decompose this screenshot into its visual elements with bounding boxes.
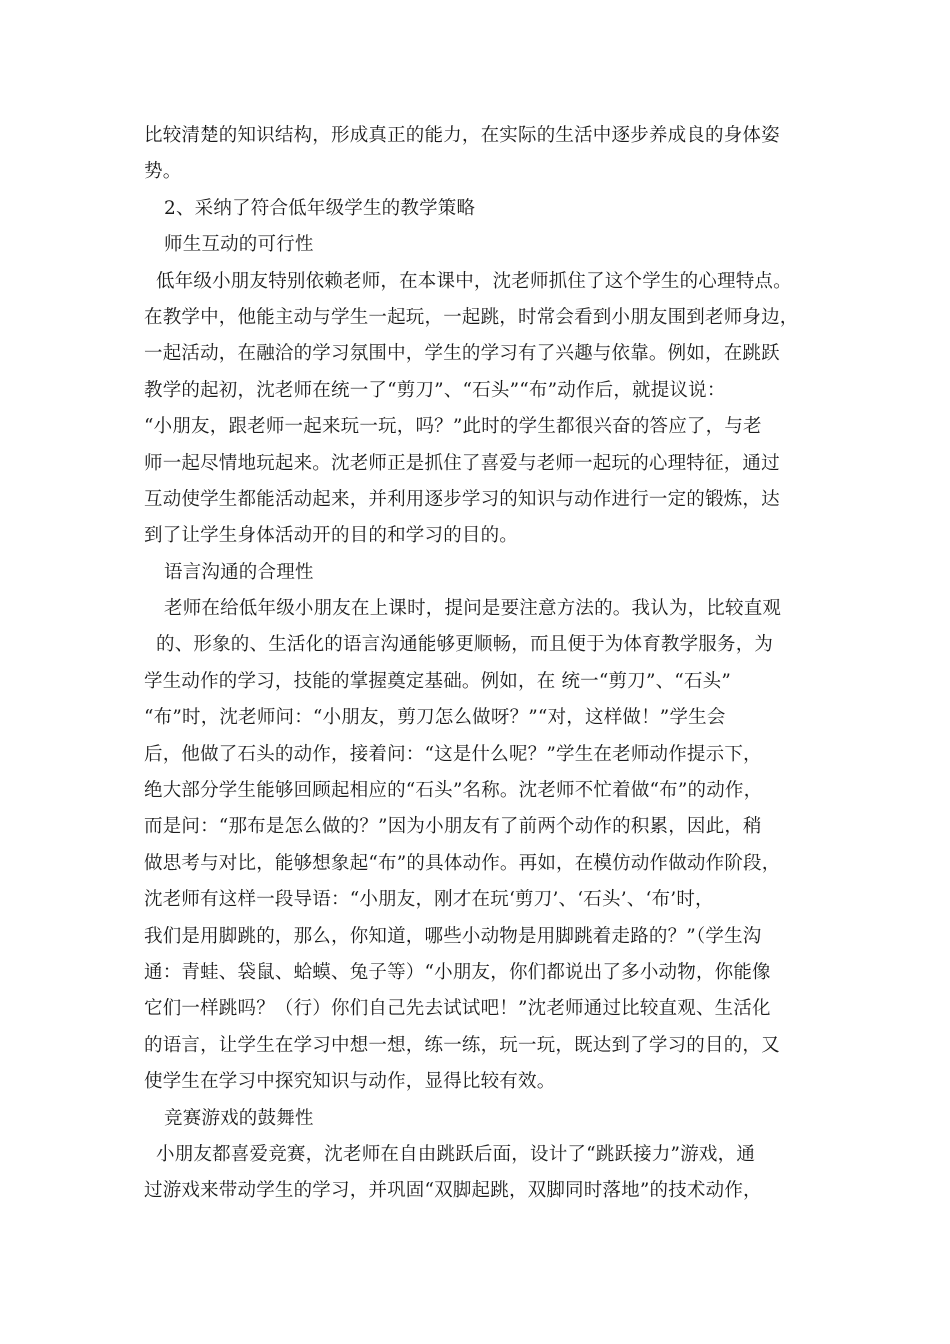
text-line: 一起活动，在融洽的学习氛围中，学生的学习有了兴趣与依靠。例如，在跳跃 [144,343,780,365]
text-line: 后，他做了石头的动作，接着问：“这是什么呢？”学生在老师动作提示下， [144,743,762,765]
text-line: 互动使学生都能活动起来，并利用逐步学习的知识与动作进行一定的锻炼，达 [144,488,780,510]
text-line: 它们一样跳吗？（行）你们自己先去试试吧！”沈老师通过比较直观、生活化 [144,998,771,1020]
text-line: 做思考与对比，能够想象起“布”的具体动作。再如，在模仿动作做动作阶段， [144,852,781,874]
text-line: 学生动作的学习，技能的掌握奠定基础。例如，在 统一“剪刀”、“石头” [144,670,732,692]
text-line: 老师在给低年级小朋友在上课时，提问是要注意方法的。我认为，比较直观 [164,598,782,620]
text-line: 我们是用脚跳的，那么，你知道，哪些小动物是用脚跳着走路的？”（学生沟 [144,925,762,947]
section-heading: 2、采纳了符合低年级学生的教学策略 [164,197,476,219]
text-line: “布”时，沈老师问：“小朋友，剪刀怎么做呀？”“对，这样做！”学生会 [144,707,726,729]
text-line: 势。 [144,161,182,183]
text-line: 的、形象的、生活化的语言沟通能够更顺畅，而且便于为体育教学服务，为 [156,634,774,656]
text-line: 低年级小朋友特别依赖老师，在本课中，沈老师抓住了这个学生的心理特点。 [156,270,792,292]
subsection-heading: 语言沟通的合理性 [164,561,314,583]
text-line: 的语言，让学生在学习中想一想，练一练，玩一玩，既达到了学习的目的，又 [144,1034,780,1056]
text-line: 通：青蛙、袋鼠、蛤蟆、兔子等）“小朋友，你们都说出了多小动物，你能像 [144,961,771,983]
text-line: 使学生在学习中探究知识与动作，显得比较有效。 [144,1071,556,1093]
text-line: 到了让学生身体活动开的目的和学习的目的。 [144,525,519,547]
text-line: 过游戏来带动学生的学习，并巩固“双脚起跳，双脚同时落地”的技术动作， [144,1180,762,1202]
text-line: “小朋友，跟老师一起来玩一玩，吗？”此时的学生都很兴奋的答应了，与老 [144,416,762,438]
text-line: 而是问：“那布是怎么做的？”因为小朋友有了前两个动作的积累，因此，稍 [144,816,762,838]
body-text [144,118,814,1210]
subsection-heading: 师生互动的可行性 [164,234,314,256]
text-line: 沈老师有这样一段导语：“小朋友，刚才在玩‘剪刀’、‘石头’、‘布’时， [144,889,714,911]
text-line: 师一起尽情地玩起来。沈老师正是抓住了喜爱与老师一起玩的心理特征，通过 [144,452,780,474]
text-line: 在教学中，他能主动与学生一起玩，一起跳，时常会看到小朋友围到老师身边， [144,306,799,328]
text-line: 小朋友都喜爱竞赛，沈老师在自由跳跃后面，设计了“跳跃接力”游戏，通 [156,1143,756,1165]
text-line: 绝大部分学生能够回顾起相应的“石头”名称。沈老师不忙着做“布”的动作， [144,780,763,802]
subsection-heading: 竞赛游戏的鼓舞性 [164,1107,314,1129]
text-line: 比较清楚的知识结构，形成真正的能力，在实际的生活中逐步养成良的身体姿 [144,125,780,146]
text-line: 教学的起初，沈老师在统一了“剪刀”、“石头”“布”动作后，就提议说： [144,379,726,401]
